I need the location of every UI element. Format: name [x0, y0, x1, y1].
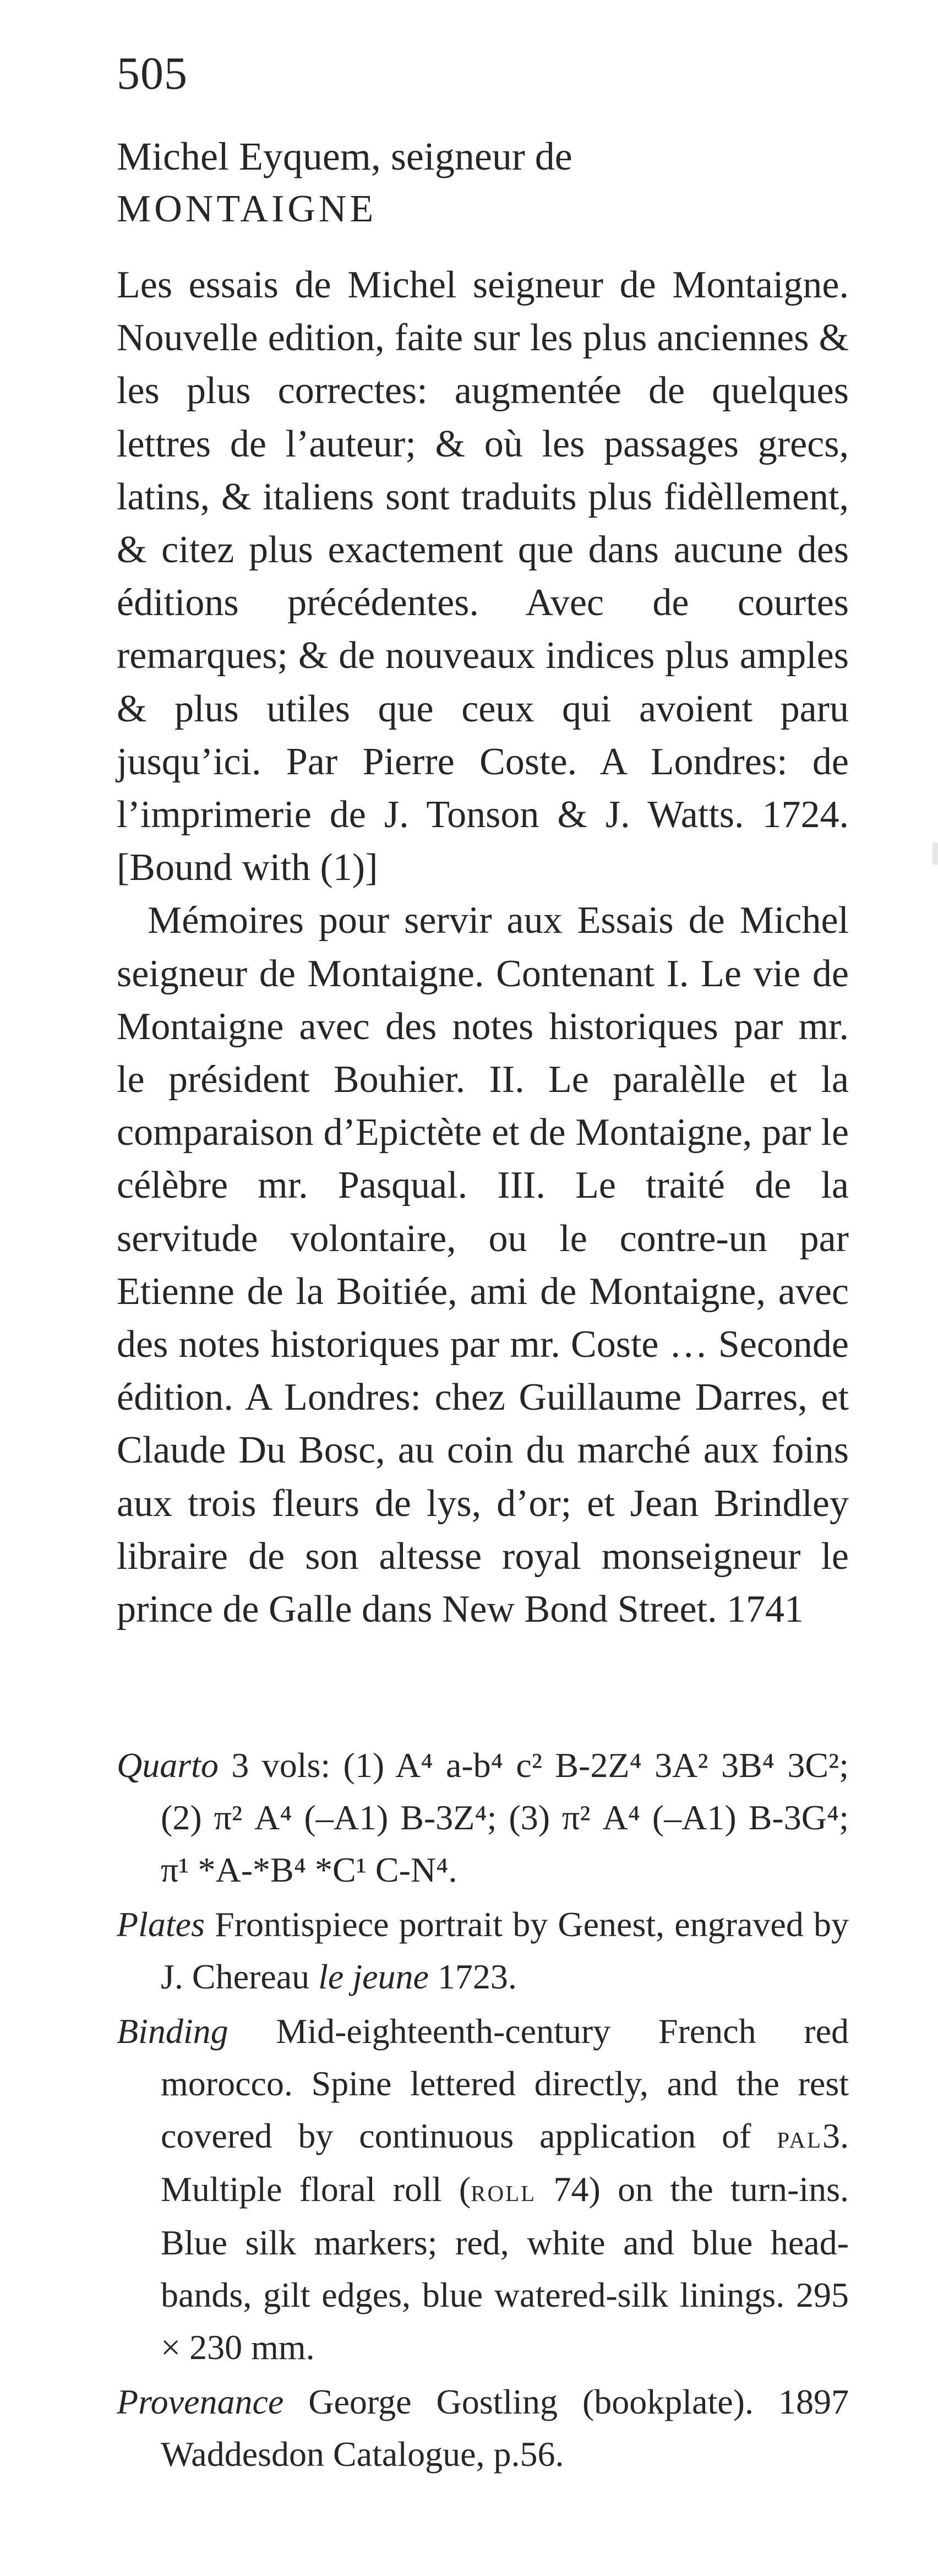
note-binding-roll: roll	[471, 2172, 537, 2208]
note-plates	[117, 1898, 849, 2003]
note-binding-text-3: 74) on the turn-ins. Blue silk markers; red, white and blue head-bands, gilt edges, blue watered-silk linings. 295 × 230 mm.	[161, 2170, 849, 2367]
author-heading	[117, 130, 849, 236]
page-edge-shadow	[932, 843, 938, 865]
note-plates-label: Plates	[117, 1905, 205, 1944]
note-plates-date: 1723.	[437, 1957, 517, 1996]
note-binding-pal: pal	[777, 2119, 823, 2155]
note-quarto-label: Quarto	[117, 1746, 219, 1785]
note-quarto-text: 3 vols: (1) A⁴ a-b⁴ c² B-2Z⁴ 3A² 3B⁴ 3C²; (2) π² A⁴ (–A1) B-3Z⁴; (3) π² A⁴ (–A1) B-3G⁴; π¹ *A-*B⁴ *C¹ C-N⁴.	[161, 1746, 849, 1889]
collation-notes	[117, 1739, 849, 2482]
catalogue-number: 505	[117, 48, 188, 99]
note-plates-text: Frontispiece portrait by Genest, engraved by J. Chereau	[161, 1905, 849, 1996]
author-name: Michel Eyquem, seigneur de	[117, 134, 572, 178]
note-binding	[117, 2005, 849, 2373]
note-provenance	[117, 2376, 849, 2480]
entry-title-1: Les essais de Michel seigneur de Montaigne. Nouvelle edition, faite sur les plus anciennes & les plus correctes: augmentée de quelques lettres de l’auteur; & où les passages grecs, latins, & italiens sont traduits plus fidèllement, & citez plus exactement que dans aucune des éditions précédentes. Avec de courtes remarques; & de nouveaux indices plus amples & plus utiles que ceux qui avoient paru jusqu’ici. Par Pierre Coste. A Londres: de l’imprimerie de J. Tonson & J. Watts. 1724. [Bound with (1)]	[117, 264, 849, 889]
entry-title-2: Mémoires pour servir aux Essais de Michel seigneur de Montaigne. Contenant I. Le vie de Montaigne avec des notes historiques par mr. le président Bouhier. II. Le paralèlle et la comparaison d’Epictète et de Montaigne, par le célèbre mr. Pasqual. III. Le traité de la servitude volontaire, ou le contre-un par Etienne de la Boitiée, ami de Montaigne, avec des notes historiques par mr. Coste … Seconde édition. A Londres: chez Guillaume Darres, et Claude Du Bosc, au coin du marché aux foins aux trois fleurs de lys, d’or; et Jean Brindley libraire de son altesse royal monseigneur le prince de Galle dans New Bond Street. 1741	[117, 899, 849, 1631]
note-provenance-text: George Gostling (bookplate). 1897 Waddesdon Catalogue, p.56.	[161, 2382, 849, 2474]
note-binding-text-2: 3. Multiple floral roll (	[161, 2116, 849, 2209]
note-plates-italic: le jeune	[318, 1957, 429, 1996]
note-quarto	[117, 1739, 849, 1896]
author-surname: MONTAIGNE	[117, 188, 377, 230]
note-provenance-label: Provenance	[117, 2382, 284, 2421]
note-binding-label: Binding	[117, 2012, 228, 2051]
bibliographic-entry	[117, 259, 849, 1636]
note-binding-text: Mid-eighteenth-century French red morocco. Spine lettered directly, and the rest covered by continuous application of	[161, 2012, 849, 2155]
